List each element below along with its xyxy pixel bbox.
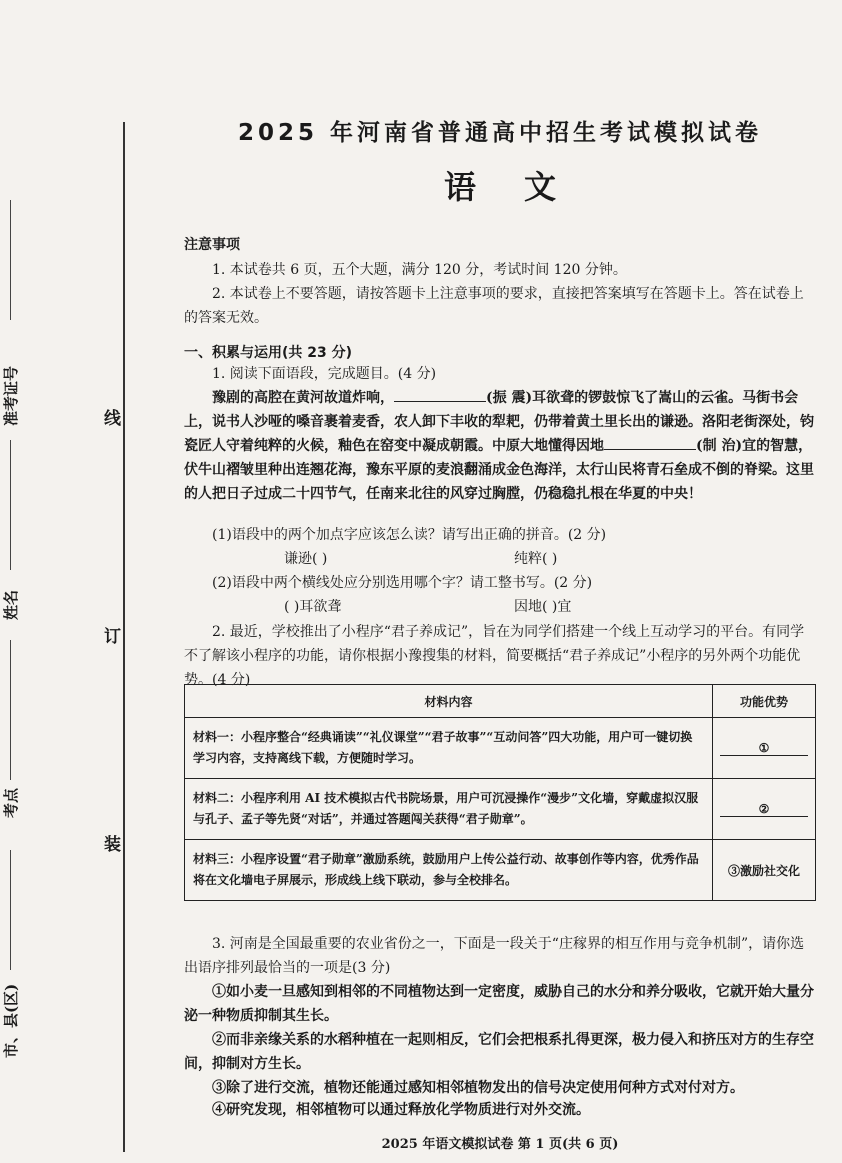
advantage-2: ② — [720, 802, 808, 817]
advantage-1: ① — [720, 741, 808, 756]
binding-char-ding: 订 — [104, 627, 121, 647]
q1-sub2-item-1: ( )耳欲聋 — [284, 599, 342, 615]
section1-heading: 一、积累与运用(共 23 分) — [184, 345, 353, 361]
field-label-name: 姓名 — [2, 589, 20, 620]
field-label-venue: 考点 — [2, 787, 20, 818]
table-cell-material-3: 材料三：小程序设置“君子勋章”激励系统，鼓励用户上传公益行动、故事创作等内容，优秀作品将在文化墙电子屏展示，形成线上线下联动，参与全校排名。 — [185, 840, 713, 901]
q1-passage — [184, 386, 816, 506]
q1-blank2-hint: (制 治) — [696, 438, 743, 454]
notice-item-2: 2. 本试卷上不要答题，请按答题卡上注意事项的要求，直接把答案填写在答题卡上。答在试卷上的答案无效。 — [184, 286, 804, 326]
q1-sub1: (1)语段中的两个加点字应该怎么读？请写出正确的拼音。(2 分) — [212, 527, 607, 543]
q1-blank-2 — [604, 435, 696, 450]
table-header-advantage: 功能优势 — [713, 685, 816, 718]
q1-sub2-item-2: 因地( )宜 — [514, 599, 572, 615]
q3-option-2: ②而非亲缘关系的水稻种植在一起则相反，它们会把根系扎得更深，极力侵入和挤压对方的生存空间，抑制对方生长。 — [184, 1032, 814, 1072]
field-label-county: 市、县(区) — [2, 983, 20, 1058]
q1-blank-1 — [394, 387, 486, 402]
table-cell-advantage-2 — [713, 779, 816, 840]
table-cell-advantage-1 — [713, 718, 816, 779]
table-header-row — [185, 685, 816, 718]
table-row — [185, 779, 816, 840]
q1-blank1-hint: (振 震) — [486, 390, 533, 406]
binding-char-zhuang: 装 — [104, 835, 121, 855]
q1-sub2: (2)语段中两个横线处应分别选用哪个字？请工整书写。(2 分) — [212, 575, 593, 591]
table-cell-material-2: 材料二：小程序利用 AI 技术模拟古代书院场景，用户可沉浸操作“漫步”文化墙，穿戴虚拟汉服与孔子、孟子等先贤“对话”，并通过答题闯关获得“君子勋章”。 — [185, 779, 713, 840]
field-line-county[interactable] — [10, 850, 11, 970]
binding-line — [123, 122, 125, 1152]
field-line-admission[interactable] — [10, 200, 11, 320]
field-line-venue[interactable] — [10, 640, 11, 780]
advantage-3: ③激励社交化 — [713, 840, 816, 901]
q1-sub1-item-2: 纯粹( ) — [514, 551, 558, 567]
q3-stem: 3. 河南是全国最重要的农业省份之一，下面是一段关于“庄稼界的相互作用与竞争机制”，请你选出语序排列最恰当的一项是(3 分) — [184, 936, 805, 976]
q1-passage-a: 豫剧的高腔在黄河故道炸响， — [212, 390, 394, 406]
q3-option-4: ④研究发现，相邻植物可以通过释放化学物质进行对外交流。 — [212, 1102, 590, 1118]
table-row — [185, 840, 816, 901]
q1-stem: 1. 阅读下面语段，完成题目。(4 分) — [212, 366, 437, 382]
q3-option-1: ①如小麦一旦感知到相邻的不同植物达到一定密度，威胁自己的水分和养分吸收，它就开始大量分泌一种物质抑制其生长。 — [184, 984, 814, 1024]
exam-subject: 语文 — [443, 168, 604, 206]
notice-item-1: 1. 本试卷共 6 页，五个大题，满分 120 分，考试时间 120 分钟。 — [212, 262, 627, 278]
q3-option-3: ③除了进行交流，植物还能通过感知相邻植物发出的信号决定使用何种方式对付对方。 — [212, 1080, 744, 1096]
binding-margin — [0, 0, 130, 1163]
field-line-name[interactable] — [10, 440, 11, 570]
table-header-material: 材料内容 — [185, 685, 713, 718]
q1-passage-c: 宜的智慧，伏牛山褶皱里种出连翘花海，豫东平原的麦浪翻涌成金色海洋，太行山民将青石垒成不倒的脊梁。这里的人把日子过成二十四节气，任南来北往的风穿过胸膛，仍稳稳扎根在华夏的中央！ — [184, 438, 814, 502]
q2-material-table — [184, 684, 816, 901]
notice-heading: 注意事项 — [184, 237, 240, 253]
q1-sub1-item-1: 谦逊( ) — [284, 551, 328, 567]
exam-title: 2025 年河南省普通高中招生考试模拟试卷 — [237, 120, 763, 146]
field-label-admission: 准考证号 — [2, 365, 20, 426]
page-footer: 2025 年语文模拟试卷 第 1 页(共 6 页) — [381, 1137, 619, 1152]
q1-passage-b: 耳欲聋的锣鼓惊飞了嵩山的云雀。马街书会上，说书人沙哑的嗓音裹着麦香，农人卸下丰收的犁耙，仍带着黄土里长出的谦逊。洛阳老街深处，钧瓷匠人守着纯粹的火候，釉色在窑变中凝成朝霞。中原大地懂得因地 — [184, 390, 814, 454]
binding-char-xian: 线 — [104, 409, 121, 429]
table-row — [185, 718, 816, 779]
table-cell-material-1: 材料一：小程序整合“经典诵读”“礼仪课堂”“君子故事”“互动问答”四大功能，用户可一键切换学习内容，支持离线下载，方便随时学习。 — [185, 718, 713, 779]
q2-stem: 2. 最近，学校推出了小程序“君子养成记”，旨在为同学们搭建一个线上互动学习的平台。有同学不了解该小程序的功能，请你根据小豫搜集的材料，简要概括“君子养成记”小程序的另外两个功能优势。(4 分) — [184, 624, 805, 688]
